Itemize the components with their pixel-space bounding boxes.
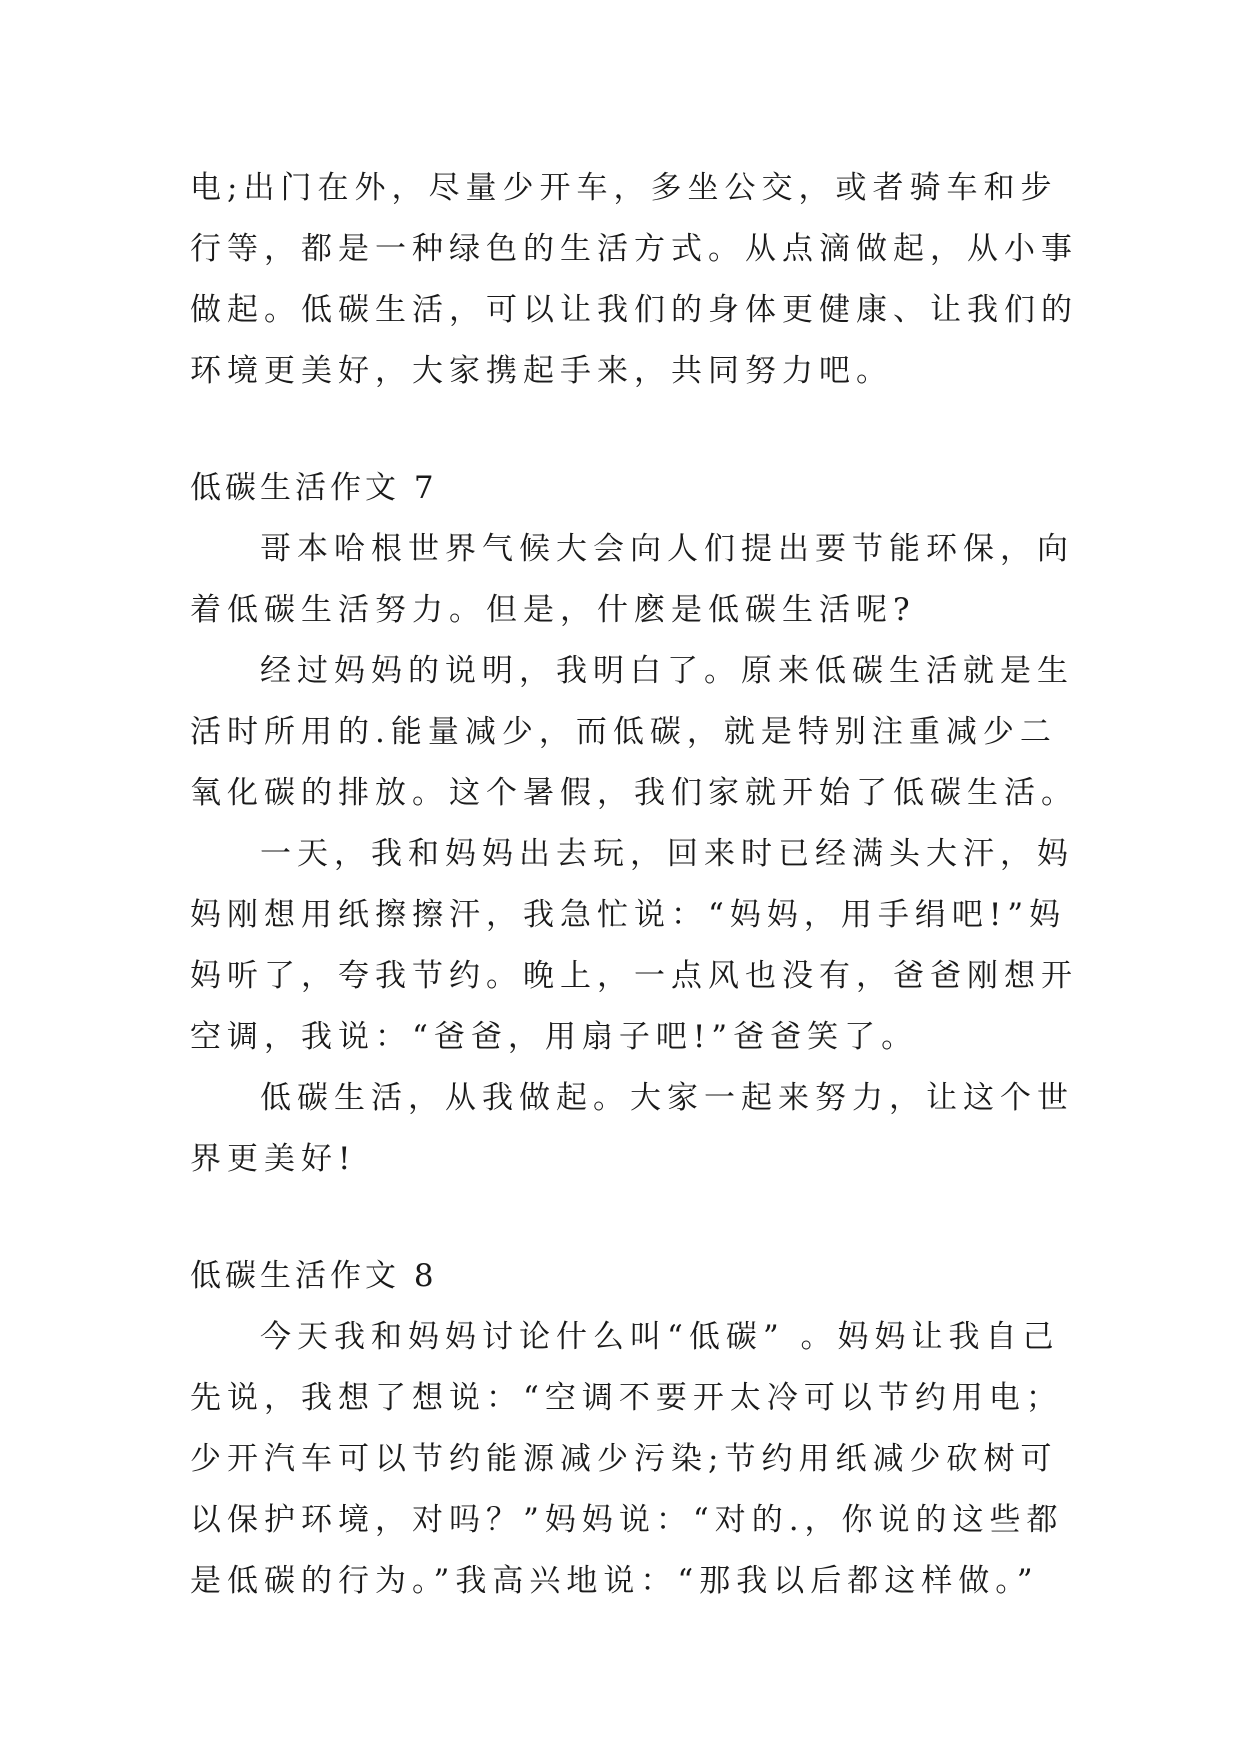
section-7-paragraph-2: 经过妈妈的说明，我明白了。原来低碳生活就是生活时所用的.能量减少，而低碳，就是特别注重减少二氧化碳的排放。这个暑假，我们家就开始了低碳生活。 bbox=[190, 653, 1078, 811]
intro-paragraph: 电;出门在外，尽量少开车，多坐公交，或者骑车和步行等，都是一种绿色的生活方式。从点滴做起，从小事做起。低碳生活，可以让我们的身体更健康、让我们的环境更美好，大家携起手来，共同努力吧。 bbox=[190, 170, 1078, 389]
section-title-7: 低碳生活作文 7 bbox=[190, 470, 438, 506]
section-title-8: 低碳生活作文 8 bbox=[190, 1258, 438, 1294]
document-body bbox=[190, 158, 1090, 1612]
section-7-paragraph-1: 哥本哈根世界气候大会向人们提出要节能环保，向着低碳生活努力。但是，什麽是低碳生活呢? bbox=[190, 531, 1074, 628]
section-8-paragraph-1: 今天我和妈妈讨论什么叫“低碳” 。妈妈让我自己先说，我想了想说：“空调不要开太冷可以节约用电；少开汽车可以节约能源减少污染;节约用纸减少砍树可以保护环境，对吗？”妈妈说：“对的.，你说的这些都是低碳的行为。”我高兴地说：“那我以后都这样做。” bbox=[190, 1319, 1064, 1599]
section-7-paragraph-4: 低碳生活，从我做起。大家一起来努力，让这个世界更美好! bbox=[190, 1080, 1074, 1177]
section-7-paragraph-3: 一天，我和妈妈出去玩，回来时已经满头大汗，妈妈刚想用纸擦擦汗，我急忙说：“妈妈，用手绢吧!”妈妈听了，夸我节约。晚上，一点风也没有，爸爸刚想开空调，我说：“爸爸，用扇子吧!”爸爸笑了。 bbox=[190, 836, 1078, 1055]
